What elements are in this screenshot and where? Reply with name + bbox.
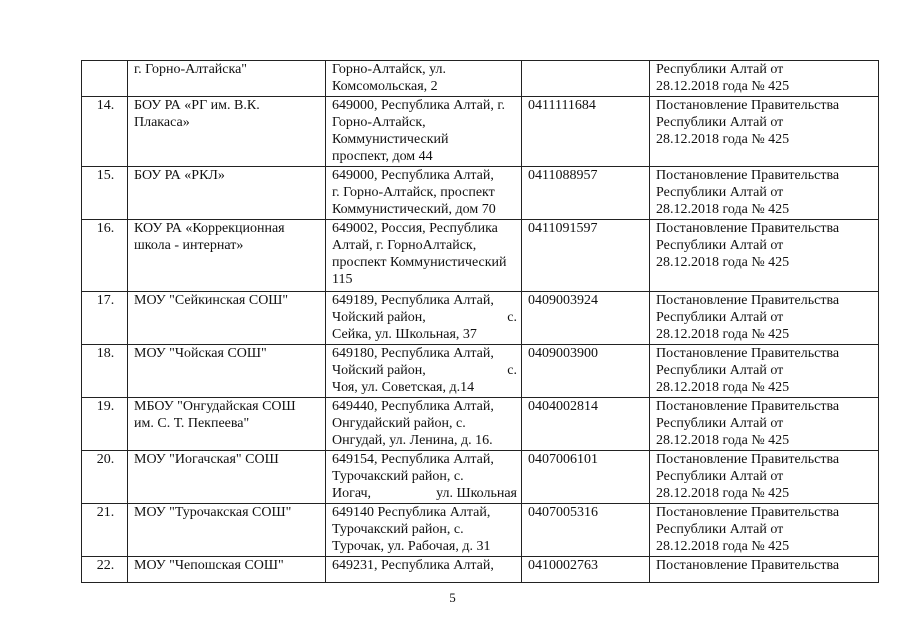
text-line: проспект, дом 44 xyxy=(332,149,433,164)
table-row xyxy=(82,220,879,292)
text-fragment: с. xyxy=(507,310,517,325)
row-number: 14. xyxy=(82,97,128,167)
address-cell xyxy=(326,557,522,583)
text-line: 28.12.2018 года № 425 xyxy=(656,79,790,94)
text-line: 115 xyxy=(332,272,353,287)
text-line: МОУ "Чойская СОШ" xyxy=(134,346,267,361)
address-cell xyxy=(326,398,522,451)
table-row xyxy=(82,167,879,220)
text-line: 28.12.2018 года № 425 xyxy=(656,255,790,270)
table-row xyxy=(82,345,879,398)
row-number: 18. xyxy=(82,345,128,398)
school-name-cell xyxy=(128,61,326,97)
school-name-cell xyxy=(128,557,326,583)
row-number: 15. xyxy=(82,167,128,220)
page-number: 5 xyxy=(449,590,456,605)
table-row xyxy=(82,451,879,504)
address-cell xyxy=(326,292,522,345)
text-line: 649002, Россия, Республика xyxy=(332,221,498,236)
legal-basis-cell xyxy=(650,292,879,345)
school-name-cell xyxy=(128,345,326,398)
text-line: Республики Алтай от xyxy=(656,522,784,537)
inn-cell: 0407005316 xyxy=(522,504,650,557)
row-number xyxy=(82,61,128,97)
text-line: КОУ РА «Коррекционная xyxy=(134,221,285,236)
text-line: Горно-Алтайск, ул. xyxy=(332,62,446,77)
text-line: Постановление Правительства xyxy=(656,505,840,520)
text-line: Коммунистический xyxy=(332,132,449,147)
text-line: 649000, Республика Алтай, г. xyxy=(332,98,505,113)
text-line: Постановление Правительства xyxy=(656,293,840,308)
text-line: 28.12.2018 года № 425 xyxy=(656,539,790,554)
school-name-cell xyxy=(128,398,326,451)
inn-cell: 0409003924 xyxy=(522,292,650,345)
table-row xyxy=(82,97,879,167)
justified-line xyxy=(332,362,517,379)
text-line: 28.12.2018 года № 425 xyxy=(656,433,790,448)
legal-basis-cell xyxy=(650,345,879,398)
legal-basis-cell xyxy=(650,504,879,557)
inn-cell: 0404002814 xyxy=(522,398,650,451)
schools-table xyxy=(81,60,879,583)
row-number: 21. xyxy=(82,504,128,557)
text-line: Постановление Правительства xyxy=(656,399,840,414)
text-line: 28.12.2018 года № 425 xyxy=(656,380,790,395)
text-line: Горно-Алтайск, xyxy=(332,115,426,130)
legal-basis-cell xyxy=(650,557,879,583)
row-number: 19. xyxy=(82,398,128,451)
legal-basis-cell xyxy=(650,167,879,220)
school-name-cell xyxy=(128,504,326,557)
address-cell xyxy=(326,61,522,97)
justified-line xyxy=(332,485,517,502)
text-line: 649140 Республика Алтай, xyxy=(332,505,491,520)
table-body xyxy=(82,61,879,583)
row-number: 17. xyxy=(82,292,128,345)
text-line: Республики Алтай от xyxy=(656,310,784,325)
text-fragment: Чойский район, xyxy=(332,363,426,378)
text-line: Республики Алтай от xyxy=(656,115,784,130)
address-cell xyxy=(326,451,522,504)
text-line: Постановление Правительства xyxy=(656,98,840,113)
school-name-cell xyxy=(128,292,326,345)
text-fragment: Иогач, xyxy=(332,486,372,501)
text-line: Онгудайский район, с. xyxy=(332,416,466,431)
text-line: БОУ РА «РКЛ» xyxy=(134,168,225,183)
text-line: Республики Алтай от xyxy=(656,363,784,378)
text-line: 28.12.2018 года № 425 xyxy=(656,132,790,147)
text-line: 649231, Республика Алтай, xyxy=(332,558,494,573)
legal-basis-cell xyxy=(650,61,879,97)
text-line: Республики Алтай от xyxy=(656,62,784,77)
text-line: МБОУ "Онгудайская СОШ xyxy=(134,399,296,414)
text-line: БОУ РА «РГ им. В.К. xyxy=(134,98,260,113)
text-line: Постановление Правительства xyxy=(656,346,840,361)
text-line: Сейка, ул. Школьная, 37 xyxy=(332,327,477,342)
text-line: Коммунистический, дом 70 xyxy=(332,202,496,217)
text-line: Республики Алтай от xyxy=(656,238,784,253)
inn-cell xyxy=(522,61,650,97)
address-cell xyxy=(326,167,522,220)
text-line: г. Горно-Алтайска" xyxy=(134,62,248,77)
table-row xyxy=(82,398,879,451)
table-row xyxy=(82,61,879,97)
text-line: МОУ "Чепошская СОШ" xyxy=(134,558,284,573)
address-cell xyxy=(326,97,522,167)
legal-basis-cell xyxy=(650,451,879,504)
text-line: Постановление Правительства xyxy=(656,452,840,467)
inn-cell: 0411088957 xyxy=(522,167,650,220)
inn-cell: 0407006101 xyxy=(522,451,650,504)
text-line: 649000, Республика Алтай, xyxy=(332,168,494,183)
text-line: Плакаса» xyxy=(134,115,190,130)
text-line: 649154, Республика Алтай, xyxy=(332,452,494,467)
text-line: МОУ "Иогачская" СОШ xyxy=(134,452,279,467)
row-number: 20. xyxy=(82,451,128,504)
school-name-cell xyxy=(128,97,326,167)
text-line: Постановление Правительства xyxy=(656,221,840,236)
text-line: Чоя, ул. Советская, д.14 xyxy=(332,380,475,395)
legal-basis-cell xyxy=(650,97,879,167)
table-row xyxy=(82,292,879,345)
legal-basis-cell xyxy=(650,398,879,451)
text-line: Комсомольская, 2 xyxy=(332,79,438,94)
text-fragment: с. xyxy=(507,363,517,378)
text-line: 649180, Республика Алтай, xyxy=(332,346,494,361)
text-fragment: ул. Школьная xyxy=(436,486,517,501)
text-line: школа - интернат» xyxy=(134,238,244,253)
row-number: 16. xyxy=(82,220,128,292)
text-line: Постановление Правительства xyxy=(656,168,840,183)
text-line: Республики Алтай от xyxy=(656,416,784,431)
text-line: Республики Алтай от xyxy=(656,185,784,200)
address-cell xyxy=(326,345,522,398)
text-line: 649440, Республика Алтай, xyxy=(332,399,494,414)
text-line: 28.12.2018 года № 425 xyxy=(656,202,790,217)
text-line: Турочакский район, с. xyxy=(332,522,464,537)
text-line: МОУ "Сейкинская СОШ" xyxy=(134,293,289,308)
text-line: Постановление Правительства xyxy=(656,558,840,573)
row-number: 22. xyxy=(82,557,128,583)
text-line: Турочакский район, с. xyxy=(332,469,464,484)
text-line: Республики Алтай от xyxy=(656,469,784,484)
text-line: Алтай, г. ГорноАлтайск, xyxy=(332,238,477,253)
school-name-cell xyxy=(128,220,326,292)
text-fragment: Чойский район, xyxy=(332,310,426,325)
text-line: им. С. Т. Пекпеева" xyxy=(134,416,250,431)
text-line: г. Горно-Алтайск, проспект xyxy=(332,185,495,200)
address-cell xyxy=(326,220,522,292)
school-name-cell xyxy=(128,451,326,504)
inn-cell: 0411091597 xyxy=(522,220,650,292)
text-line: 649189, Республика Алтай, xyxy=(332,293,494,308)
table-row xyxy=(82,557,879,583)
text-line: 28.12.2018 года № 425 xyxy=(656,486,790,501)
inn-cell: 0411111684 xyxy=(522,97,650,167)
inn-cell: 0410002763 xyxy=(522,557,650,583)
text-line: Онгудай, ул. Ленина, д. 16. xyxy=(332,433,493,448)
justified-line xyxy=(332,309,517,326)
address-cell xyxy=(326,504,522,557)
text-line: 28.12.2018 года № 425 xyxy=(656,327,790,342)
table-row xyxy=(82,504,879,557)
text-line: МОУ "Турочакская СОШ" xyxy=(134,505,292,520)
legal-basis-cell xyxy=(650,220,879,292)
school-name-cell xyxy=(128,167,326,220)
text-line: проспект Коммунистический xyxy=(332,255,507,270)
inn-cell: 0409003900 xyxy=(522,345,650,398)
text-line: Турочак, ул. Рабочая, д. 31 xyxy=(332,539,491,554)
